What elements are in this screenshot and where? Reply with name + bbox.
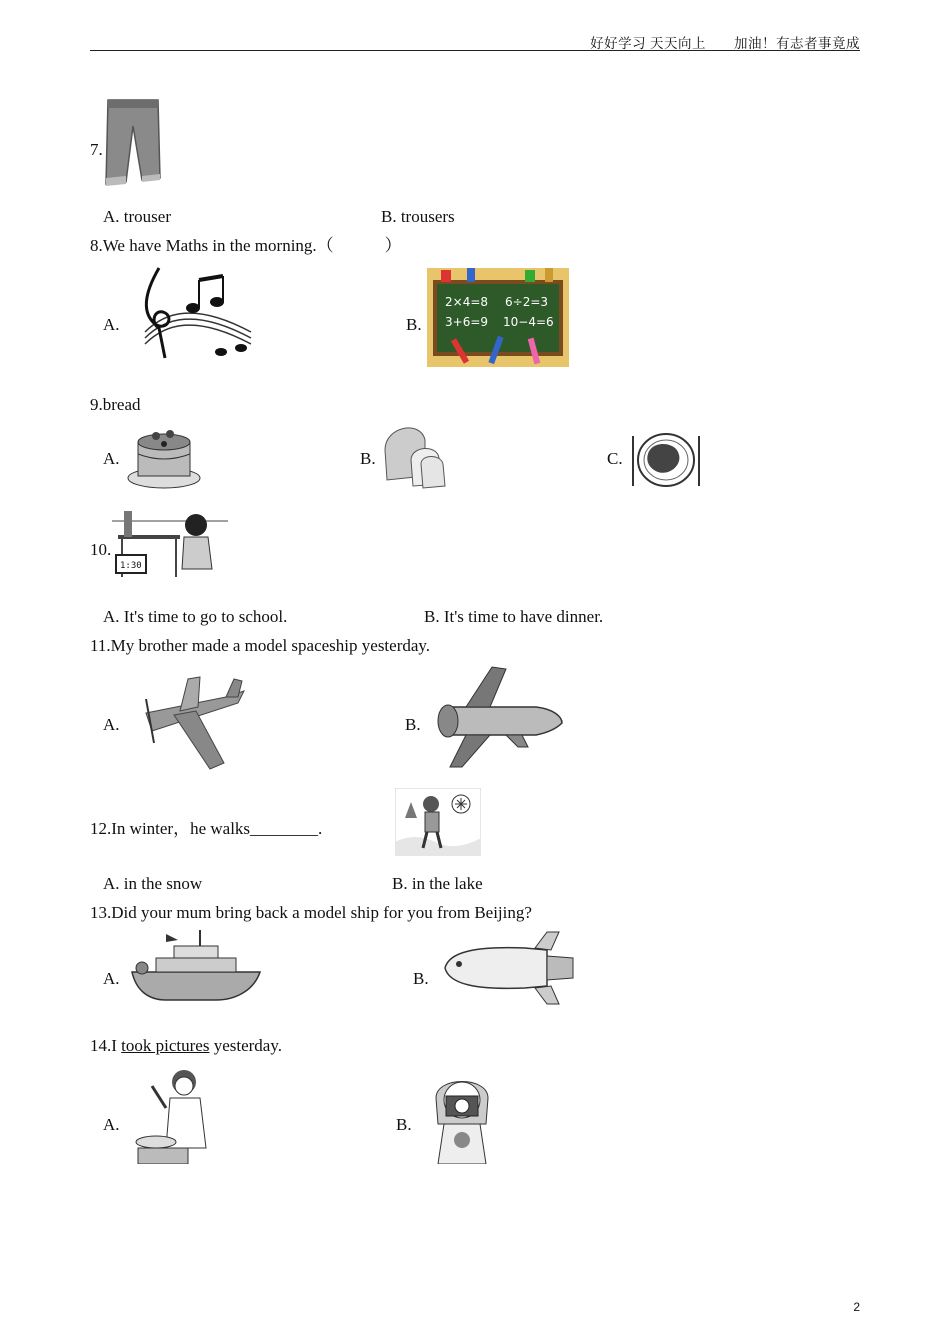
q10-number: 10. (90, 540, 112, 559)
q11-option-a[interactable]: A. (103, 715, 120, 734)
boy-at-table-icon (112, 499, 228, 579)
bread-loaf-icon (381, 420, 447, 490)
page-header (90, 30, 860, 51)
q13-option-b[interactable]: B. (413, 969, 429, 988)
board-eq-2: 6÷2=3 (505, 295, 549, 309)
music-notes-icon (125, 262, 253, 366)
page-number: 2 (853, 1300, 860, 1314)
cake-icon (126, 424, 202, 490)
q11-prompt: 11.My brother made a model spaceship yesterday. (90, 636, 431, 655)
q14-prompt-end: yesterday. (209, 1036, 283, 1055)
trousers-icon (100, 98, 166, 190)
q8-option-b[interactable]: B. (406, 315, 422, 334)
q12-option-b[interactable]: B. in the lake (392, 874, 483, 893)
q9-option-a[interactable]: A. (103, 449, 120, 468)
q7-option-a[interactable]: A. trouser (103, 207, 171, 226)
q14-option-a[interactable]: A. (103, 1115, 120, 1134)
q14-option-b[interactable]: B. (396, 1115, 412, 1134)
q9-option-b[interactable]: B. (360, 449, 376, 468)
q12-option-a[interactable]: A. in the snow (103, 874, 203, 893)
boy-walking-snow-icon (395, 788, 481, 856)
q8-option-a[interactable]: A. (103, 315, 120, 334)
board-eq-1: 2×4=8 (445, 295, 489, 309)
q7-option-b[interactable]: B. trousers (381, 207, 455, 226)
q9-prompt: 9.bread (90, 395, 141, 414)
board-eq-3: 3+6=9 (445, 315, 489, 329)
q14-underlined-phrase: took pictures (121, 1036, 210, 1055)
q7-number: 7. (90, 140, 103, 159)
propeller-plane-icon (126, 673, 248, 771)
clock-time: 1:30 (120, 561, 142, 571)
board-eq-4: 10−4=6 (503, 315, 554, 329)
model-ship-icon (126, 928, 266, 1004)
q10-option-b[interactable]: B. It's time to have dinner. (424, 607, 604, 626)
q13-prompt: 13.Did your mum bring back a model ship for you from Beijing? (90, 903, 532, 922)
q12-prompt: 12.In winter，he walks________. (90, 819, 323, 838)
spaceship-icon (426, 663, 564, 769)
math-chalkboard-icon (427, 268, 569, 367)
q11-option-b[interactable]: B. (405, 715, 421, 734)
plate-meal-icon (630, 430, 702, 490)
rocket-icon (435, 928, 575, 1006)
q9-option-c[interactable]: C. (607, 449, 623, 468)
girl-making-cake-icon (126, 1064, 216, 1164)
q14-prompt-start: 14.I (90, 1036, 122, 1055)
girl-camera-icon (420, 1068, 504, 1164)
q13-option-a[interactable]: A. (103, 969, 120, 988)
header-motto: 好好学习 天天向上 加油！有志者事竟成 (590, 36, 860, 51)
q14-prompt (90, 1036, 282, 1056)
q8-prompt: 8.We have Maths in the morning.（ ） (90, 236, 402, 255)
q10-option-a[interactable]: A. It's time to go to school. (103, 607, 288, 626)
